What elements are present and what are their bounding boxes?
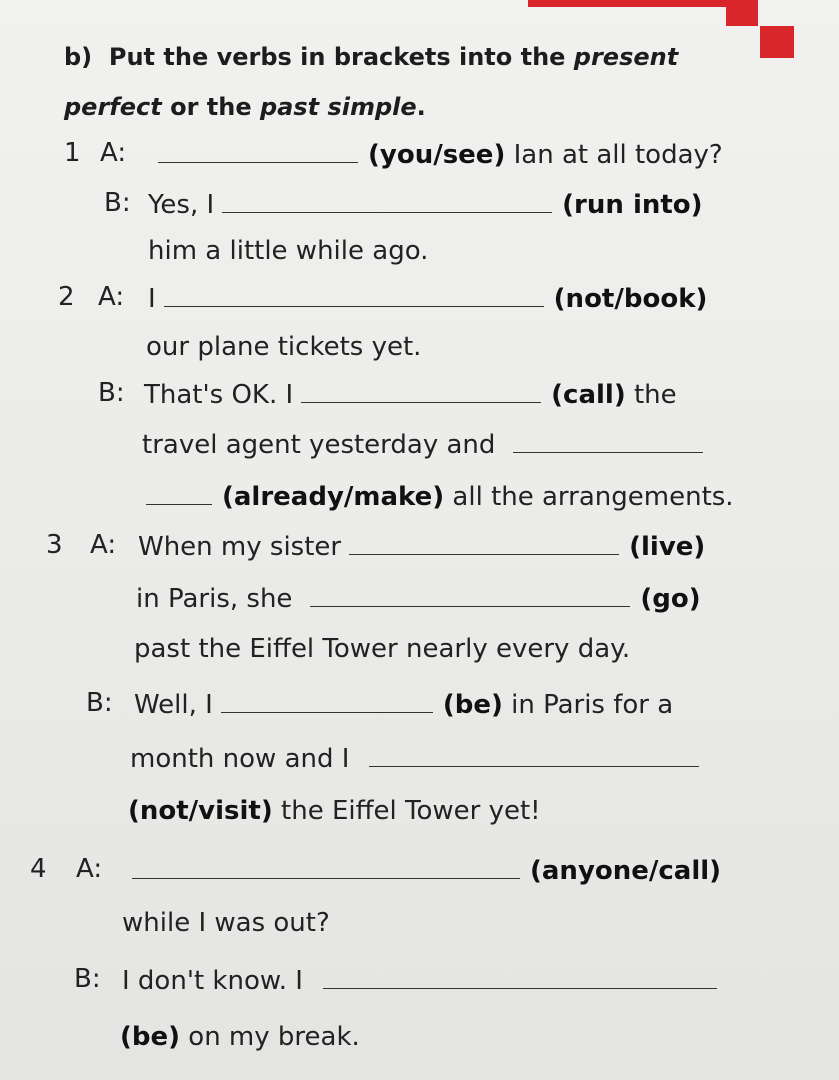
answer-blank[interactable] (310, 580, 630, 607)
line-text: in Paris, she (136, 584, 293, 614)
speaker-a: A: (98, 282, 125, 312)
speaker-b: B: (104, 188, 131, 218)
exercise-line (148, 186, 703, 222)
speaker-a: A: (90, 530, 117, 560)
speaker-a: A: (100, 138, 127, 168)
exercise-line (120, 1020, 360, 1054)
line-text: Well, I (134, 690, 213, 720)
corner-decoration-square (726, 0, 758, 26)
speaker-a: A: (76, 854, 103, 884)
exercise-line (124, 852, 721, 888)
item-number-4: 4 (30, 854, 47, 884)
answer-blank[interactable] (146, 478, 212, 505)
line-text: all the arrangements. (452, 482, 734, 512)
line-text: I don't know. I (122, 966, 303, 996)
line-text: past the Eiffel Tower nearly every day. (134, 634, 631, 664)
instruction-text: Put the verbs in brackets into the (108, 43, 574, 71)
exercise-line (136, 580, 701, 616)
answer-blank[interactable] (301, 376, 541, 403)
exercise-line (142, 426, 713, 462)
verb-prompt: (call) (551, 380, 626, 410)
verb-prompt: (you/see) (368, 140, 506, 170)
line-text: I (148, 284, 156, 314)
exercise-line (130, 740, 709, 776)
exercise-line (134, 686, 673, 722)
instruction-present: present (573, 43, 679, 71)
answer-blank[interactable] (369, 740, 699, 767)
corner-decoration-bar (528, 0, 734, 7)
exercise-line (148, 234, 428, 268)
exercise-line (144, 376, 677, 412)
answer-blank[interactable] (323, 962, 717, 989)
answer-blank[interactable] (221, 686, 433, 713)
verb-prompt: (run into) (562, 190, 703, 220)
corner-decoration-square (760, 26, 794, 58)
item-number-1: 1 (64, 138, 81, 168)
item-number-2: 2 (58, 282, 75, 312)
line-text: the (633, 380, 677, 410)
line-text: while I was out? (122, 908, 330, 938)
exercise-label: b) (64, 43, 93, 71)
exercise-line (150, 136, 723, 172)
item-number-3: 3 (46, 530, 63, 560)
line-text: in Paris for a (511, 690, 674, 720)
instruction-perfect: perfect (64, 93, 162, 121)
line-text: Yes, I (148, 190, 215, 220)
line-text: the Eiffel Tower yet! (281, 796, 541, 826)
instruction-past-simple: past simple (259, 93, 417, 121)
answer-blank[interactable] (222, 186, 552, 213)
line-text: That's OK. I (144, 380, 294, 410)
instruction-period: . (416, 93, 426, 121)
exercise-line (122, 962, 727, 998)
answer-blank[interactable] (349, 528, 619, 555)
verb-prompt: (not/visit) (128, 796, 273, 826)
line-text: on my break. (188, 1022, 360, 1052)
line-text: Ian at all today? (513, 140, 723, 170)
line-text: month now and I (130, 744, 350, 774)
exercise-line (148, 280, 707, 316)
exercise-line (138, 528, 705, 564)
exercise-line (146, 330, 421, 364)
speaker-b: B: (74, 964, 101, 994)
answer-blank[interactable] (158, 136, 358, 163)
line-text: him a little while ago. (148, 236, 429, 266)
exercise-line (142, 478, 734, 514)
verb-prompt: (be) (120, 1022, 181, 1052)
instruction-text: or the (161, 93, 260, 121)
answer-blank[interactable] (164, 280, 544, 307)
exercise-line (122, 906, 330, 940)
exercise-instructions (64, 32, 724, 132)
verb-prompt: (go) (640, 584, 701, 614)
verb-prompt: (be) (442, 690, 503, 720)
verb-prompt: (live) (629, 532, 706, 562)
answer-blank[interactable] (513, 426, 703, 453)
line-text: When my sister (138, 532, 342, 562)
verb-prompt: (not/book) (553, 284, 708, 314)
answer-blank[interactable] (132, 852, 520, 879)
exercise-line (128, 794, 541, 828)
verb-prompt: (anyone/call) (530, 856, 722, 886)
speaker-b: B: (86, 688, 113, 718)
exercise-line (134, 632, 630, 666)
line-text: travel agent yesterday and (142, 430, 496, 460)
verb-prompt: (already/make) (222, 482, 445, 512)
line-text: our plane tickets yet. (146, 332, 422, 362)
speaker-b: B: (98, 378, 125, 408)
